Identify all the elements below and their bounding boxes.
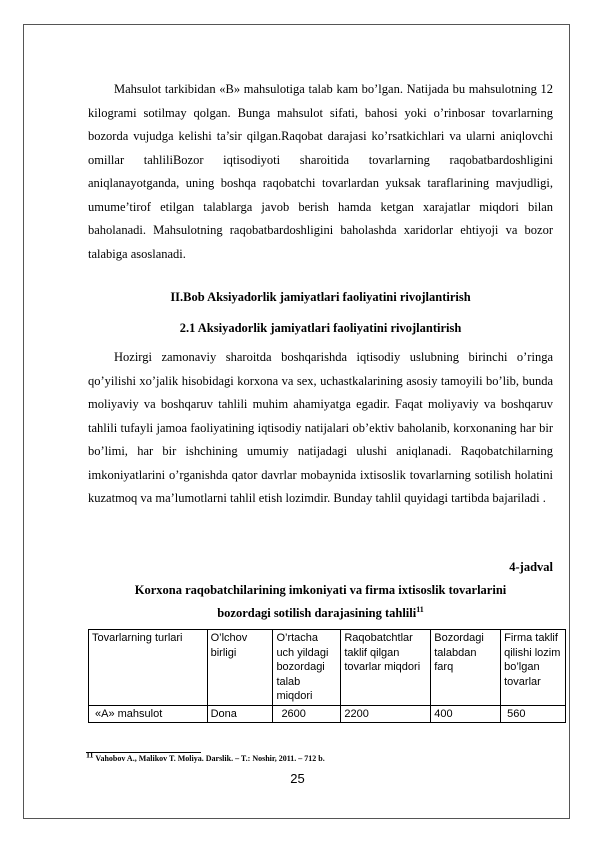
- footnote-separator: [86, 752, 201, 753]
- table-row: [89, 705, 566, 723]
- footnote-reference: 11: [416, 604, 424, 614]
- header-avg-demand: O’rtacha uch yildagi bozordagi talab miqdori: [273, 630, 341, 706]
- paragraph-competition-analysis: Mahsulot tarkibidan «B» mahsulotiga talab kam bo’lgan. Natijada bu mahsulotning 12 kilogrami sotilmay qolgan. Bunga mahsulot sifati, bahosi yoki o’rinbosar tovarlarning bozorda vujudga kelishi ta’sir qilgan.Raqobat darajasi ko’rsatkichlari va ularni aniqlovchi omillar tahliliBozor iqtisodiyoti sharoitida tovarlarning raqobatbardoshligini aniqlanayotganda, uning boshqa raqobatchi tovarlardan yuksak taraflarining mavjudligi, umume’tirof etilgan talablarga javob berish hamda ketgan xarajatlar miqdori bilan baholanadi. Mahsulotning raqobatbardoshligini baholashda xaridorlar ehtiyoji va bozor talabiga asoslanadi.: [88, 82, 553, 261]
- cell-avg-demand: 2600: [273, 705, 341, 723]
- competitor-analysis-table: [88, 629, 566, 723]
- footnote-text: Vahobov A., Malikov T. Moliya. Darslik. – T.: Noshir, 2011. – 712 b.: [95, 754, 325, 763]
- header-demand-difference: Bozordagi talabdan farq: [431, 630, 501, 706]
- header-competitor-supply: Raqobatchtlar taklif qilgan tovarlar miqdori: [341, 630, 431, 706]
- paragraph-management-analysis: Hozirgi zamonaviy sharoitda boshqarishda iqtisodiy uslubning birinchi o’ringa qo’yilishi xo’jalik hisobidagi korxona va sex, uchastkalarining asosiy tamoyili bo’lib, bunda moliyaviy va boshqaruv tahlili muhim ahamiyatga egadir. Faqat moliyaviy va boshqaruv tahlili tufayli jamoa faoliyatining iqtisodiy natijalari ob’ektiv baholanib, korxonaning har bir bo’limi, har bir ishchining umumiy natijadagi ulushi aniqlanadi. Raqobatchilarning imkoniyatlarini o’rganishda qator davrlar mobaynida ixtisoslik tovarlarning sotilish holatini kuzatmoq va ma’lumotlarni tahlil etish lozimdir. Bunday tahlil quyidagi tartibda bajariladi .: [88, 350, 553, 505]
- chapter-heading: II.Bob Aksiyadorlik jamiyatlari faoliyatini rivojlantirish: [170, 290, 471, 304]
- table-title-line1: Korxona raqobatchilarining imkoniyati va firma ixtisoslik tovarlarini: [134, 583, 507, 597]
- table-title-line2: [88, 602, 553, 626]
- table-number-label: 4-jadval: [509, 560, 553, 574]
- section-heading: 2.1 Aksiyadorlik jamiyatlari faoliyatini rivojlantirish: [179, 321, 462, 335]
- footnote-mark: 11: [86, 750, 94, 760]
- header-firm-offer: Firma taklif qilishi lozim bo’lgan tovarlar: [501, 630, 566, 706]
- page-number: 25: [290, 771, 305, 786]
- cell-firm-offer: 560: [501, 705, 566, 723]
- cell-competitor-supply: 2200: [341, 705, 431, 723]
- table-title-text: bozordagi sotilish darajasining tahlili: [217, 606, 417, 620]
- header-unit: O’lchov birligi: [207, 630, 273, 706]
- footnote: [86, 750, 325, 763]
- cell-difference: 400: [431, 705, 501, 723]
- table-header-row: [89, 630, 566, 706]
- header-product-types: Tovarlarning turlari: [89, 630, 208, 706]
- cell-product: «A» mahsulot: [89, 705, 208, 723]
- cell-unit: Dona: [207, 705, 273, 723]
